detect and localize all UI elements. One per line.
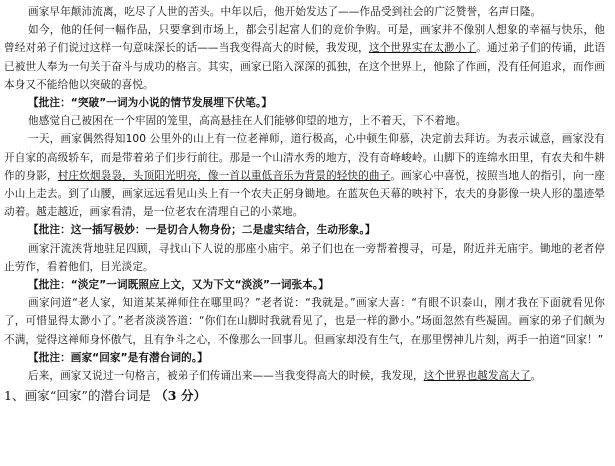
paragraph-1: 画家早年颠沛流离，吃尽了人世的苦头。中年以后，他开始发达了——作品受到社会的广泛赞誉，名声日隆。 — [28, 6, 542, 18]
question-1-text: 1、画家“回家”的潜台词是 — [4, 388, 152, 404]
paragraph-2-text-c: 。通过弟子们的传诵，此语已被世人奉为一句关于奋斗与成功的格言。其实，画家已陷入深深的孤独，在这个世界上，他除了作画，没有任何追求，而作画本身又不能给他以突破的喜悦。 — [4, 42, 606, 91]
paragraph-2 — [4, 21, 605, 94]
paragraph-7-text-a: 后来，画家又说过一句格言，被弟子们传诵出来——当我变得高大的时候，我发现， — [28, 370, 424, 383]
annotation-2: 【批注：这一插写极妙：一是切合人物身份；二是虚实结合，生动形象。】 — [28, 224, 376, 237]
paragraph-7-text-c: 。 — [530, 370, 542, 383]
underlined-sentence-small-world: 这个世界实在太渺小了 — [368, 42, 477, 55]
paragraph-2-text-a: 如今，他的任何一幅作品，只要拿到市场上，都会引起富人们的竞价争购。可是，画家并不像别人想象的幸福与快乐，他曾经对弟子们说过这样一句意味深长的话——当我变得高大的时候，我发现， — [4, 24, 605, 55]
paragraph-4 — [4, 130, 605, 221]
annotation-4: 【批注：画家“回家”是有潜台词的。】 — [28, 351, 208, 364]
question-1 — [4, 387, 605, 405]
paragraph-5: 画家汗流浃背地驻足四顾，寻找山下人说的那座小庙宇。弟子们也在一旁帮着搜寻，可是，附近并无庙宇。锄地的老者停止劳作，看着他们，目光淡定。 — [4, 242, 605, 273]
underlined-sentence-village: 村庄炊烟袅袅，头顶阳光明亮，像一首以重低音乐为背景的轻快的曲子 — [57, 169, 391, 182]
paragraph-7 — [4, 367, 605, 385]
annotation-3: 【批注：“淡定”一词既照应上文，又为下文“淡淡”一词张本。】 — [28, 279, 329, 292]
underlined-sentence-big-world: 这个世界也越发高大了 — [423, 370, 531, 383]
annotation-1: 【批注：“突破”一词为小说的情节发展埋下伏笔。】 — [28, 97, 273, 110]
paragraph-4-text-a: 一天，画家偶然得知100 公里外的山上有一位老禅师，道行极高，心中顿生仰慕，决定前去拜访。为表示诚意，画家没有开自家的高级轿车，而是带着弟子们步行前往。那是一个山清水秀的地方，没有奇峰峻岭。山脚下的连绵水田里，有农夫和牛耕作的身影， — [4, 133, 605, 182]
paragraph-4-text-c: 。画家心中喜悦，按照当地人的指引，向一座小山上走去。到了山腰，画家远远看见山头上有一个农夫正躬身锄地。在蓝灰色天幕的映衬下，农夫的身影像一块人形的墨迹晕动着。越走越近，画家看清，是一位老农在清理自己的小菜地。 — [4, 169, 606, 219]
question-1-score: （3 分） — [155, 388, 207, 404]
paragraph-6: 画家问道“老人家，知道某某禅师住在哪里吗？”老者说：“我就是。”画家大喜：“有眼不识泰山，刚才我在下面就看见你了，可惜显得太渺小了。”老者淡淡答道：“你们在山脚时我就看见了，也是一样的渺小。”场面忽然有些凝固。画家的弟子们颇为不满，觉得这禅师身怀傲气，且有争斗之心，不像那么一回事儿。但画家却没有生气，在那里愣神儿片刻，两手一拍道“回家！” — [4, 297, 605, 346]
paragraph-3: 他感觉自己被困在一个牢固的笼里，高高悬挂在人们能够仰望的地方，上不着天，下不着地。 — [28, 115, 467, 128]
